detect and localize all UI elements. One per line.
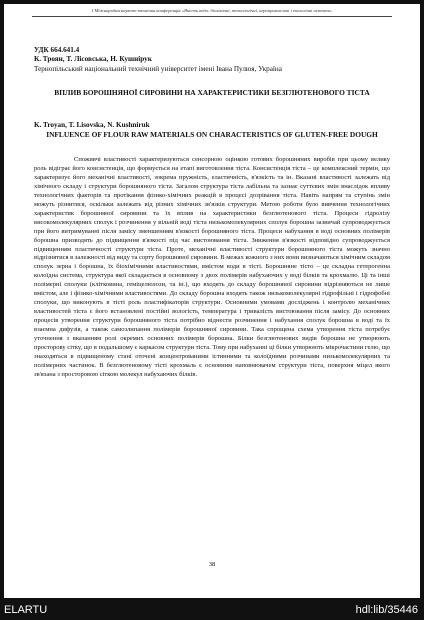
document-page bbox=[4, 4, 420, 598]
title-english: INFLUENCE OF FLOUR RAW MATERIALS ON CHARACTERISTICS OF GLUTEN-FREE DOUGH bbox=[46, 130, 378, 139]
header-rule bbox=[32, 16, 392, 17]
title-ukrainian: ВПЛИВ БОРОШНЯНОЇ СИРОВИНИ НА ХАРАКТЕРИСТИКИ БЕЗГЛЮТЕНОВОГО ТІСТА bbox=[54, 88, 370, 97]
repository-name[interactable]: ELARTU bbox=[4, 604, 48, 616]
affiliation: Тернопільський національний технічний університет імені Івана Пулюя, Україна bbox=[34, 65, 282, 73]
authors-ukrainian: К. Троян, Т. Лісовська, Н. Кушнірук bbox=[34, 55, 152, 63]
conference-header: I Міжнародна науково-технічна конференція «Якість води: біохімічні, технологічні, агропромислові і екологічні аспекти» bbox=[91, 8, 333, 13]
udk-code: УДК 664.641.4 bbox=[34, 46, 80, 54]
body-paragraph: Споживчі властивості характеризуються сенсорною оцінкою готових борошняних виробів при цьому велику роль відіграє його консистенція, що формується на етапі виготовлення тіста. Консистенція тіста – це комплексний термін, що характеризує його механічні властивості, зокрема пружність, еластичність, в'язкість та ін. Вказані властивості залежать від хімічного складу і структури борошняного тіста. Загалом структура тіста лабільна та зазнає суттєвих змін внаслідок впливу технологічних факторів та протікання фізико-хімічних реакцій в процесі дозрівання тіста. Навіть напрям та ступінь змін можуть різнитися, оскільки залежать від різних хімічних зв'язків структури. Метою роботи було вивчення технологічних характеристик борошняної сировини та їх вплив на характеристики безглютенового тіста. Процеси гідролізу високомолекулярних сполук і розчинення у вільній воді тіста низькомолекулярних сполук борошна зазвичай супроводжується при його витримуванні після замісу зменшенням в'язкості борошняного тіста. Процеси набухання в воді основних полімерів борошна призводять до підвищення в'язкості під час вистоювання тіста. Зниження в'язкості відповідно супроводжується підвищенням пластичності структури тіста. Проте, механічні властивості структури борошняного тіста можуть значно відрізнятися в залежності від виду та сорту борошняної сировини. В межах кожного з них вони визначаються хімічним складом сполук зерна і борошна, їх біохімічними властивостями, вмістом води в тісті. Борошняне тісто – це складна гетерогенна колоїдна система, структура якої складається в основному з двох полімерів набухаючих у воді білків та крохмалю. Ці та інші полімерні сполуки (клітковина, геміцелюлози, та ін.), що входять до складу борошняної сировини відрізняються не лише вмістом, але і фізико-хімічними властивостями. До складу борошна входять також низькомолекулярні гідрофільні і гідрофобні сполуки, що виконують в тісті роль пластифікаторів структури. Основними умовами досліджень і контролю механічних властивостей тіста є його встановлені постійні вологість, температура і тривалість вистоювання після замісу. До основних процесів утворення структури борошняного тіста потрібно віднести розчинення і набухання сполук борошна в воді та їх взаємна дифузія, а також самозлипання полімерів борошняної сировини. Така спрощена схема утворення тіста потребує уточнення з вказанням ролі окремих основних полімерів борошна. Білки безглютенових видів борошна не утворюють просторову сітку, що в подальшому є каркасом структури тіста. Тому при набуханні ці білки утворюють мікрочастини гелю, що знаходяться в підвищеному стані оточені концентрованими істинними та колоїдними розчинами низькомолекулярних та полімерних частинок. В безглютеновому тісті крохмаль є основним наповнювачем структури тіста, поверхня міцел якого зв'язана з просторовою сіткою молекул набухаючих білків. bbox=[34, 156, 390, 378]
handle-identifier[interactable]: hdl:lib/35446 bbox=[355, 604, 418, 616]
authors-english: K. Troyan, T. Lisovska, N. Kushniruk bbox=[34, 121, 150, 129]
page-number: 38 bbox=[208, 561, 216, 568]
repository-footer-bar bbox=[0, 600, 424, 620]
